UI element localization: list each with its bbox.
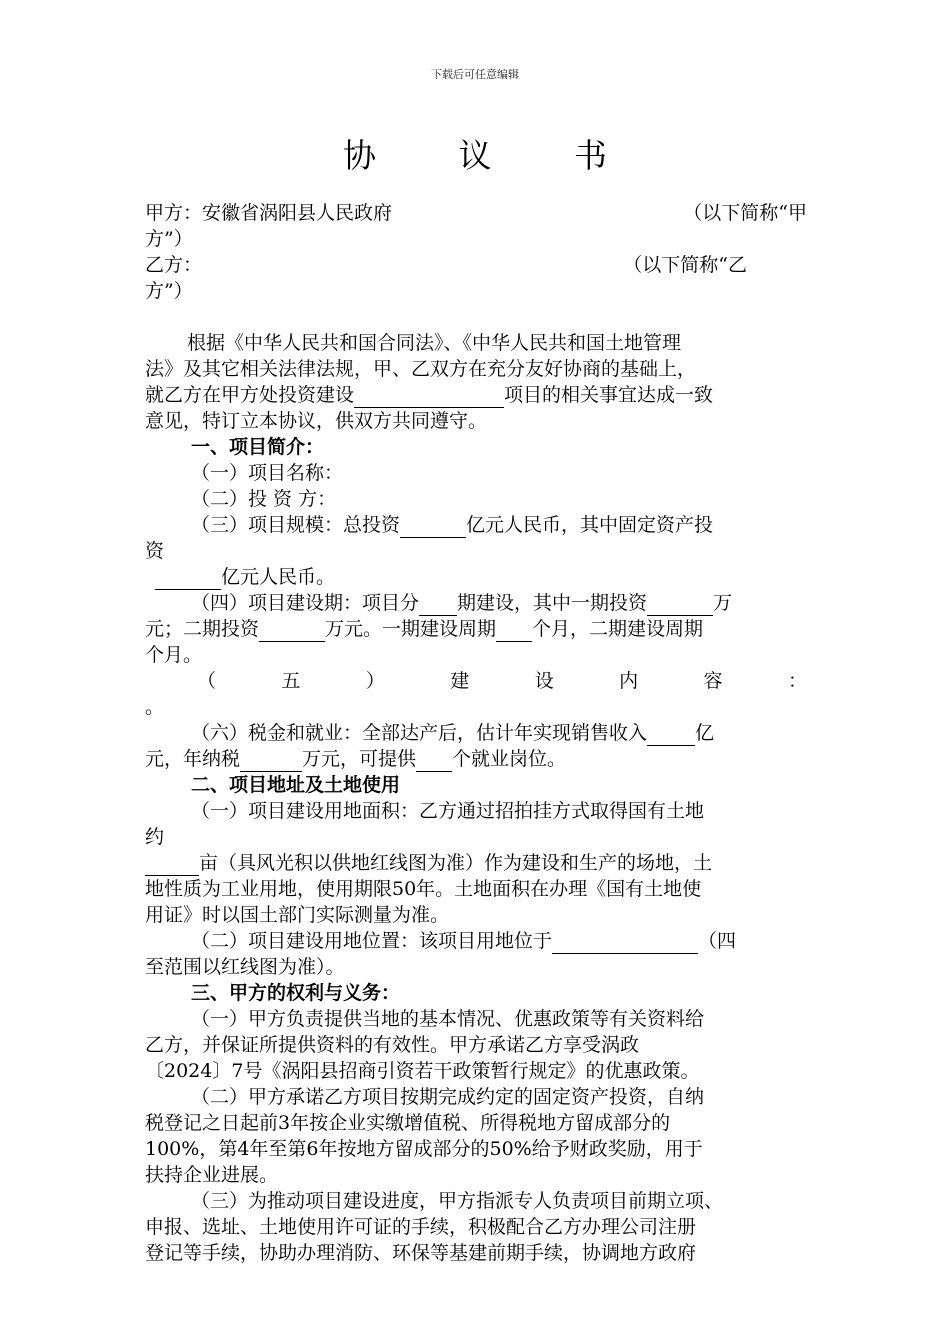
- s2-item-1-line-1: （一）项目建设用地面积：乙方通过招拍挂方式取得国有土地: [191, 800, 705, 822]
- phase-1-investment-blank: [647, 595, 713, 616]
- s1-text: 个就业岗位。: [452, 748, 567, 770]
- s1-item-5-char: 建: [450, 670, 470, 692]
- s1-text: 万元。一期建设周期: [325, 618, 497, 640]
- party-a-abbr: （以下简称“甲: [683, 202, 807, 224]
- s2-item-2-line-1: [145, 928, 807, 954]
- jobs-blank: [416, 751, 452, 772]
- s1-item-6-line-1: [145, 720, 807, 746]
- phase-count-blank: [419, 595, 457, 616]
- s2-text: （四: [698, 930, 737, 952]
- s1-item-5-char: 设: [534, 670, 554, 692]
- document-body: [145, 200, 807, 1266]
- s1-text: 期建设，其中一期投资: [457, 592, 648, 614]
- s1-item-1: （一）项目名称：: [191, 462, 344, 484]
- section-2-heading: 二、项目地址及土地使用: [191, 774, 401, 796]
- s1-text: 亿: [695, 722, 715, 744]
- intro-line-4: 意见，特订立本协议，供双方共同遵守。: [145, 410, 488, 432]
- party-a-label: 甲方：安徽省涡阳县人民政府: [145, 202, 393, 224]
- s1-text: 元；二期投资: [145, 618, 260, 640]
- s1-item-3-line-3: [145, 564, 807, 590]
- intro-line-2: 法》及其它相关法律法规，甲、乙双方在充分友好协商的基础上，: [145, 358, 697, 380]
- s1-item-5-char: ）: [365, 670, 385, 692]
- section-1-heading: 一、项目简介：: [191, 436, 325, 458]
- s1-text: （三）项目规模：总投资: [191, 514, 401, 536]
- s2-item-1-line-5: 用证》时以国土部门实际测量为准。: [145, 904, 450, 926]
- s1-item-5-line: [145, 668, 807, 694]
- s3-item-2-line-1: （二）甲方承诺乙方项目按期完成约定的固定资产投资，自纳: [191, 1086, 705, 1108]
- party-b-line: [145, 252, 807, 278]
- party-b-abbr: （以下简称“乙: [623, 254, 747, 276]
- document-title: 协 议 书: [343, 136, 643, 175]
- party-a-line: [145, 200, 807, 226]
- s1-text: 亿元人民币，其中固定资产投: [466, 514, 714, 536]
- sales-revenue-blank: [647, 725, 695, 746]
- s1-text: 个月，二期建设周期: [532, 618, 704, 640]
- s3-item-1-line-2: 乙方，并保证所提供资料的有效性。甲方承诺乙方享受涡政: [145, 1034, 640, 1056]
- s1-item-5-char: ：: [787, 670, 807, 692]
- party-b-abbr-cont: 方”）: [145, 280, 193, 302]
- page-header-note: 下载后可任意编辑: [431, 68, 519, 81]
- s1-item-3-line-2: 资: [145, 540, 165, 562]
- intro-text: 就乙方在甲方处投资建设: [145, 384, 355, 406]
- s3-item-1-line-3: 〔2024〕7号《涡阳县招商引资若干政策暂行规定》的优惠政策。: [145, 1060, 700, 1082]
- land-location-blank: [552, 933, 698, 954]
- s3-item-2-line-3: 100%，第4年至第6年按地方留成部分的50%给予财政奖励，用于: [145, 1138, 703, 1160]
- s1-item-4-line-1: [145, 590, 807, 616]
- s3-item-3-line-2: 申报、选址、土地使用许可证的手续，积极配合乙方办理公司注册: [145, 1216, 697, 1238]
- s1-item-5-end: 。: [145, 696, 165, 718]
- s2-item-1-line-3: [145, 850, 807, 876]
- s1-item-5-char: 五: [281, 670, 301, 692]
- s2-item-1-line-4: 地性质为工业用地，使用期限50年。土地面积在办理《国有土地使: [145, 878, 702, 900]
- s1-item-5-char: （: [197, 670, 217, 692]
- s3-item-2-line-2: 税登记之日起前3年按企业实缴增值税、所得税地方留成部分的: [145, 1112, 671, 1134]
- s3-item-2-line-4: 扶持企业进展。: [145, 1164, 279, 1186]
- s2-text: （二）项目建设用地位置：该项目用地位于: [191, 930, 553, 952]
- s1-text: 元，年纳税: [145, 748, 241, 770]
- s2-item-1-line-2: 约: [145, 826, 165, 848]
- s1-text: 万: [713, 592, 733, 614]
- phase-2-investment-blank: [259, 621, 325, 642]
- s1-item-5-char: 容: [703, 670, 723, 692]
- s2-item-2-line-2: 至范围以红线图为准）。: [145, 956, 345, 978]
- total-investment-blank: [400, 517, 466, 538]
- section-3-heading: 三、甲方的权利与义务：: [191, 982, 401, 1004]
- fixed-asset-blank: [155, 569, 221, 590]
- s1-item-6-line-2: [145, 746, 807, 772]
- s1-text: （四）项目建设期：项目分: [191, 592, 420, 614]
- s1-item-4-line-3: 个月。: [145, 644, 203, 666]
- s1-text: 亿元人民币。: [221, 566, 336, 588]
- s1-item-2: （二）投 资 方：: [191, 488, 337, 510]
- s2-text: 亩（具风光积以供地红线图为准）作为建设和生产的场地，土: [199, 852, 713, 874]
- s1-item-5-char: 内: [619, 670, 639, 692]
- s3-item-3-line-3: 登记等手续，协助办理消防、环保等基建前期手续，协调地方政府: [145, 1242, 697, 1264]
- project-name-blank: [354, 387, 504, 408]
- s1-item-4-line-2: [145, 616, 807, 642]
- party-b-label: 乙方：: [145, 254, 203, 276]
- party-a-abbr-cont: 方”）: [145, 228, 193, 250]
- s1-item-3-line-1: [145, 512, 807, 538]
- s1-text: （六）税金和就业：全部达产后，估计年实现销售收入: [191, 722, 648, 744]
- intro-line-1: 根据《中华人民共和国合同法》、《中华人民共和国土地管理: [187, 332, 682, 354]
- s3-item-1-line-1: （一）甲方负责提供当地的基本情况、优惠政策等有关资料给: [191, 1008, 705, 1030]
- intro-line-3: [145, 382, 807, 408]
- intro-text: 项目的相关事宜达成一致: [504, 384, 714, 406]
- phase-1-period-blank: [496, 621, 532, 642]
- s3-item-3-line-1: （三）为推动项目建设进度，甲方指派专人负责项目前期立项、: [191, 1190, 724, 1212]
- s1-text: 万元，可提供: [302, 748, 417, 770]
- annual-tax-blank: [240, 751, 302, 772]
- land-area-blank: [145, 855, 199, 876]
